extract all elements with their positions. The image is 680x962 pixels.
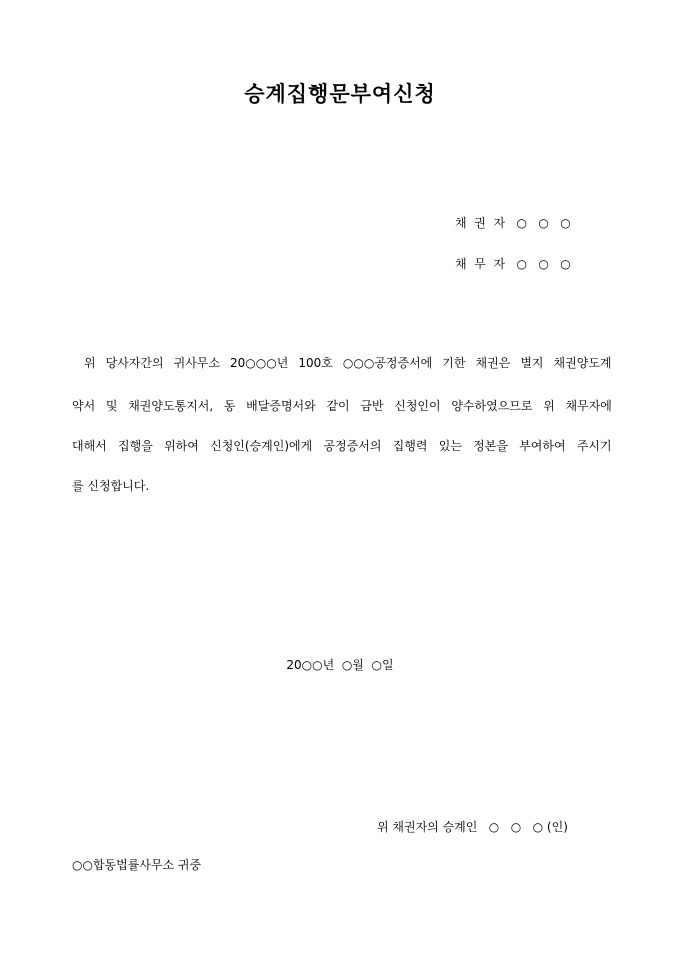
applicant-signature-line: 위 채권자의 승계인 ○ ○ ○ (인) — [377, 820, 568, 834]
body-text-line-3: 대해서 집행을 위하여 신청인(승계인)에게 공정증서의 집행력 있는 정본을 부여하여 주시기 — [72, 439, 612, 453]
date-line: 20○○년 ○월 ○일 — [286, 658, 394, 672]
body-text-line-4: 를 신청합니다. — [72, 479, 150, 493]
debtor-line: 채 무 자 ○ ○ ○ — [455, 257, 571, 271]
body-text-line-1: 위 당사자간의 귀사무소 20○○○년 100호 ○○○공정증서에 기한 채권은 별지 채권양도계 — [84, 356, 612, 370]
creditor-line: 채 권 자 ○ ○ ○ — [455, 216, 571, 230]
body-text-line-2: 약서 및 채권양도통지서, 동 배달증명서와 같이 금반 신청인이 양수하였으므로 위 채무자에 — [72, 399, 612, 413]
document-title: 승계집행문부여신청 — [244, 81, 436, 106]
addressee-line: ○○합동법률사무소 귀중 — [72, 858, 202, 872]
